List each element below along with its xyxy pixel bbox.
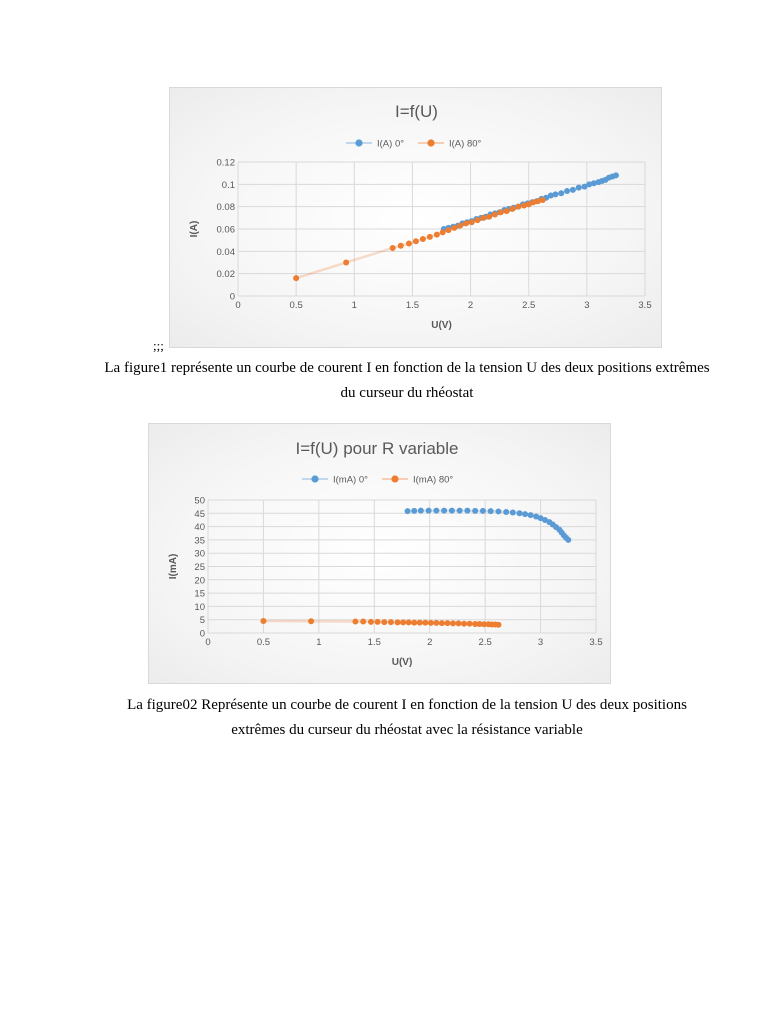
data-point	[433, 620, 439, 626]
chart1-svg	[170, 88, 663, 349]
data-point	[433, 508, 439, 514]
data-point	[388, 619, 394, 625]
legend-label: I(A) 80°	[449, 138, 482, 150]
data-point	[528, 512, 534, 518]
data-point	[565, 537, 571, 543]
data-point	[427, 234, 433, 240]
data-point	[570, 187, 576, 193]
data-point	[449, 508, 455, 514]
data-point	[381, 619, 387, 625]
data-point	[456, 620, 462, 626]
data-point	[495, 622, 501, 628]
y-tick-label: 10	[194, 601, 205, 613]
data-point	[308, 618, 314, 624]
y-tick-label: 0.08	[216, 202, 235, 214]
data-point	[445, 227, 451, 233]
data-point	[503, 509, 509, 515]
data-point	[440, 229, 446, 235]
data-point	[352, 619, 358, 625]
x-axis-label: U(V)	[431, 320, 452, 331]
data-point	[461, 621, 467, 627]
y-tick-label: 0.04	[216, 246, 235, 258]
legend-marker	[311, 475, 318, 482]
data-point	[343, 260, 349, 266]
x-tick-label: 3.5	[638, 300, 652, 311]
x-tick-label: 2	[467, 300, 474, 311]
x-tick-label: 1.5	[367, 637, 381, 648]
data-point	[360, 619, 366, 625]
data-point	[480, 215, 486, 221]
x-tick-label: 0	[205, 637, 211, 648]
x-tick-label: 3.5	[589, 637, 603, 648]
data-point	[558, 190, 564, 196]
data-point	[451, 225, 457, 231]
data-point	[439, 620, 445, 626]
data-point	[417, 620, 423, 626]
y-tick-label: 15	[194, 588, 205, 600]
data-point	[504, 208, 510, 214]
data-point	[515, 204, 521, 210]
data-point	[411, 508, 417, 514]
data-point	[613, 172, 619, 178]
data-point	[488, 508, 494, 514]
data-point	[398, 243, 404, 249]
series-line	[408, 511, 569, 540]
x-tick-label: 1.5	[405, 300, 420, 311]
y-axis-label: I(mA)	[168, 553, 179, 580]
data-point	[444, 620, 450, 626]
x-tick-label: 0	[235, 300, 241, 311]
data-point	[420, 236, 426, 242]
data-point	[434, 232, 440, 238]
data-point	[406, 241, 412, 247]
legend-label: I(A) 0°	[377, 138, 405, 150]
data-point	[552, 191, 558, 197]
legend-marker	[391, 475, 398, 482]
y-tick-label: 20	[194, 575, 205, 587]
y-tick-label: 5	[199, 615, 205, 627]
legend-label: I(mA) 80°	[413, 474, 454, 486]
data-point	[509, 206, 515, 212]
data-point	[400, 619, 406, 625]
x-tick-label: 2.5	[522, 300, 536, 311]
x-tick-label: 0.5	[289, 300, 303, 311]
data-point	[457, 223, 463, 229]
legend-marker	[355, 139, 362, 146]
y-tick-label: 45	[194, 508, 205, 520]
data-point	[467, 621, 473, 627]
data-point	[492, 211, 498, 217]
x-tick-label: 3	[537, 637, 544, 648]
x-tick-label: 2.5	[478, 637, 492, 648]
y-tick-label: 35	[194, 535, 205, 547]
y-tick-label: 0	[229, 291, 235, 303]
y-tick-label: 0.06	[216, 224, 235, 236]
legend-marker	[427, 139, 434, 146]
data-point	[375, 619, 381, 625]
data-point	[495, 508, 501, 514]
data-point	[405, 508, 411, 514]
legend-label: I(mA) 0°	[333, 474, 368, 486]
x-tick-label: 1	[316, 637, 322, 648]
y-tick-label: 0.1	[221, 179, 235, 191]
data-point	[469, 219, 475, 225]
data-point	[260, 618, 266, 624]
data-point	[486, 214, 492, 220]
x-tick-label: 1	[351, 300, 357, 311]
data-point	[450, 620, 456, 626]
data-point	[498, 209, 504, 215]
x-axis-label: U(V)	[391, 657, 413, 668]
data-point	[576, 185, 582, 191]
stray-marks: ;;;	[153, 338, 164, 353]
data-point	[418, 508, 424, 514]
chart-title: I=f(U) pour R variable	[295, 439, 459, 458]
data-point	[293, 275, 299, 281]
y-tick-label: 50	[194, 495, 205, 507]
data-point	[480, 508, 486, 514]
y-tick-label: 0.12	[216, 157, 235, 169]
chart2-svg	[149, 424, 612, 685]
figure2-caption: La figure02 Représente un courbe de courent I en fonction de la tension U des deux positions extrêmes du curseur du rhéostat avec la résistance variable	[127, 697, 687, 738]
data-point	[540, 197, 546, 203]
data-point	[368, 619, 374, 625]
y-tick-label: 40	[194, 522, 205, 534]
y-tick-label: 0.02	[216, 269, 235, 281]
data-point	[564, 188, 570, 194]
figure1-caption: La figure1 représente un courbe de courent I en fonction de la tension U des deux positions extrêmes du curseur du rhéostat	[104, 360, 710, 401]
data-point	[463, 220, 469, 226]
y-axis-label: I(A)	[189, 220, 200, 238]
data-point	[517, 510, 523, 516]
data-point	[457, 508, 463, 514]
data-point	[406, 619, 412, 625]
data-point	[472, 508, 478, 514]
data-point	[426, 508, 432, 514]
data-point	[475, 217, 481, 223]
chart-title: I=f(U)	[395, 102, 438, 121]
chart-figure1	[169, 87, 662, 348]
data-point	[441, 508, 447, 514]
data-point	[464, 508, 470, 514]
data-point	[395, 619, 401, 625]
y-tick-label: 30	[194, 548, 205, 560]
y-tick-label: 25	[194, 562, 205, 573]
data-point	[422, 620, 428, 626]
y-tick-label: 0	[199, 628, 205, 640]
x-tick-label: 2	[427, 637, 433, 648]
data-point	[510, 510, 516, 516]
x-tick-label: 0.5	[256, 637, 271, 648]
data-point	[413, 238, 419, 244]
chart-figure2	[148, 423, 611, 684]
data-point	[411, 620, 417, 626]
x-tick-label: 3	[584, 300, 590, 311]
data-point	[428, 620, 434, 626]
data-point	[522, 511, 528, 517]
data-point	[390, 245, 396, 251]
